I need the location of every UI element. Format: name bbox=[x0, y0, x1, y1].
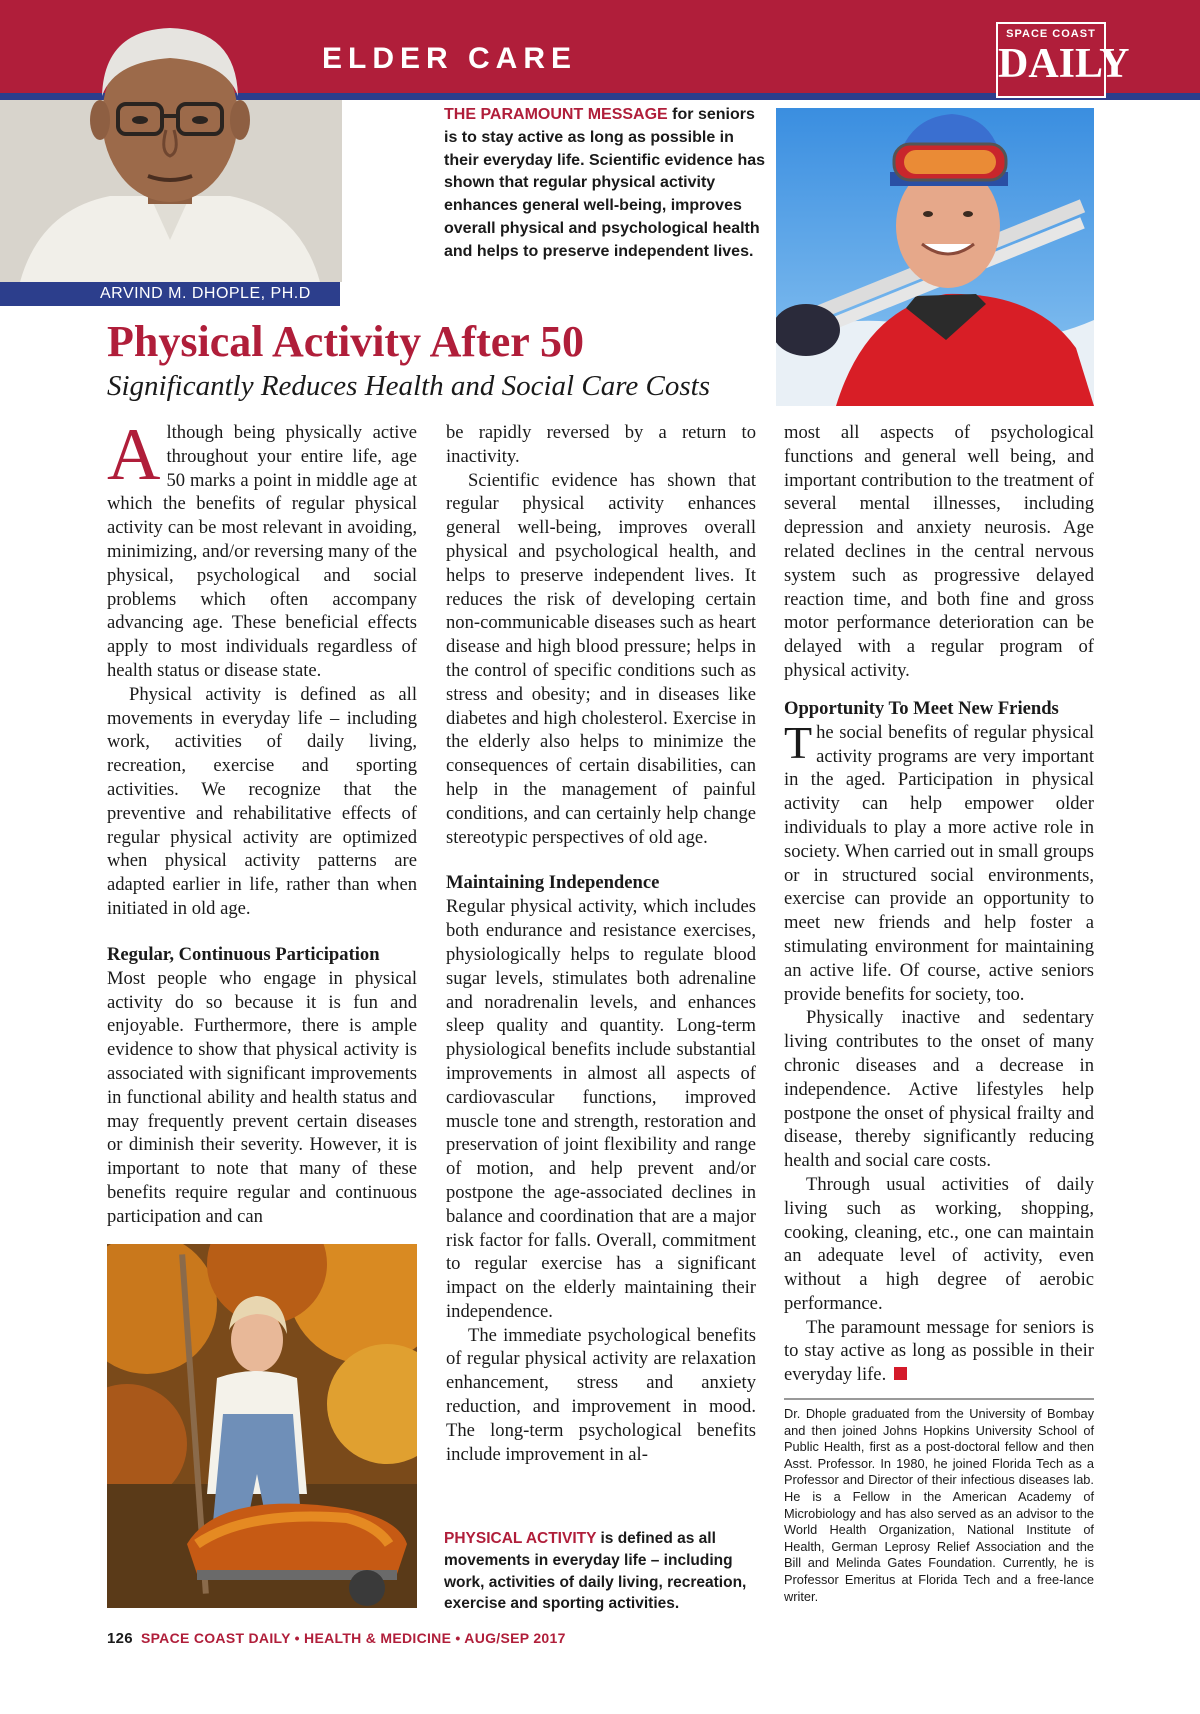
author-name: ARVIND M. DHOPLE, PH.D bbox=[100, 285, 311, 302]
bio-divider bbox=[784, 1398, 1094, 1400]
subheading-new-friends: Opportunity To Meet New Friends bbox=[784, 697, 1059, 719]
col3-paragraph-4: Through usual activities of daily living such as working, shopping, cooking, cleaning, etc., one can maintain an adequate level of activity, even without a high degree of aerobic performance. bbox=[784, 1173, 1094, 1314]
article-headline: Physical Activity After 50 bbox=[107, 317, 584, 366]
col3-paragraph-1: most all aspects of psychological functions and general well being, and important contribution to the treatment of several mental illnesses, including depression and anxiety neurosis. Age related declines in the central nervous system such as progressive delayed reaction time, and both fine and gross motor performance deterioration can be delayed with a regular program of physical activity. bbox=[784, 422, 1094, 681]
page-number: 126 bbox=[107, 1630, 133, 1647]
pull-quote-bottom bbox=[444, 1528, 766, 1615]
author-name-bar bbox=[0, 282, 340, 306]
pull-quote-top bbox=[444, 104, 766, 264]
logo-main-text: DAILY bbox=[998, 41, 1130, 87]
section-title: ELDER CARE bbox=[322, 42, 578, 75]
pull-quote-bottom-lead: PHYSICAL ACTIVITY bbox=[444, 1530, 597, 1547]
col3-paragraph-5 bbox=[784, 1316, 1094, 1387]
end-of-article-mark bbox=[894, 1367, 907, 1380]
drop-cap-t: T bbox=[784, 716, 813, 768]
col3-paragraph-5-text: The paramount message for seniors is to stay active as long as possible in their everyday life. bbox=[784, 1316, 1094, 1386]
drop-cap-a: A bbox=[107, 414, 161, 496]
pull-quote-top-text: for seniors is to stay active as long as possible in their everyday life. Scientific evidence has shown that regular physical activity enhances general well-being, improves overall physical and psychological health and helps to preserve independent lives. bbox=[444, 106, 766, 260]
page-footer bbox=[107, 1630, 566, 1647]
woman-raking-leaves-photo bbox=[107, 1244, 417, 1608]
article-column-1 bbox=[107, 414, 417, 1229]
col2-paragraph-1: be rapidly reversed by a return to inactivity. bbox=[446, 422, 756, 467]
col3-paragraph-2-text: he social benefits of regular physical activity programs are very important in the aged. Participation in physical activity can help empower older individuals to play a more active role in society. When carried out in small groups or in structured social environments, exercise can provide an opportunity to meet new friends and help foster a stimulating environment for maintaining an active life. Of course, active seniors provide benefits for society, too. bbox=[784, 721, 1094, 1005]
col2-paragraph-3: Regular physical activity, which includes both endurance and resistance exercises, physiologically helps to regulate blood sugar levels, stimulates both adrenaline and noradrenalin levels, and enhances sleep quality and quantity. Long-term physiological benefits include substantial improvements in almost all aspects of cardiovascular functions, improved muscle tone and strength, restoration and preservation of joint flexibility and range of motion, and help prevent and/or postpone the age-associated declines in balance and coordination that are a major risk factor for falls. Overall, commitment to regular exercise has a significant impact on the elderly maintaining their independence. bbox=[446, 896, 756, 1322]
col3-paragraph-2 bbox=[784, 716, 1094, 1007]
logo-top-text: SPACE COAST bbox=[1006, 28, 1096, 40]
col1-paragraph-1 bbox=[107, 414, 417, 683]
col2-paragraph-2: Scientific evidence has shown that regular physical activity enhances general well-being, improves overall physical and psychological health, and helps to preserve independent lives. It reduces the risk of developing certain non-communicable diseases such as heart disease and high blood pressure; helps in the control of specific conditions such as stress and obesity; and in diseases like diabetes and high cholesterol. Exercise in the elderly also helps to minimize the consequences of certain disabilities, can help in the management of painful conditions, and can certainly help change stereotypic perspectives of old age. bbox=[446, 469, 756, 848]
col3-paragraph-3: Physically inactive and sedentary living contributes to the onset of many chronic diseases and a decrease in independence. Active lifestyles help postpone the onset of physical frailty and disease, thereby significantly reducing health and social care costs. bbox=[784, 1007, 1094, 1172]
col2-paragraph-4: The immediate psychological benefits of regular physical activity are relaxation enhancement, stress and anxiety reduction, and improvement in mood. The long-term psychological benefits include improvement in al- bbox=[446, 1324, 756, 1465]
skier-photo bbox=[776, 108, 1094, 406]
author-photo bbox=[0, 0, 342, 282]
footer-publication: SPACE COAST DAILY • HEALTH & MEDICINE • AUG/SEP 2017 bbox=[140, 1630, 566, 1646]
article-column-3 bbox=[784, 421, 1094, 1387]
pull-quote-bottom-text: is defined as all movements in everyday life – including work, activities of daily living, recreation, exercise and sporting activities. bbox=[444, 1530, 747, 1613]
subheading-regular-participation: Regular, Continuous Participation bbox=[107, 943, 380, 965]
col1-paragraph-1-text: lthough being physically active throughout your entire life, age 50 marks a point in middle age at which the benefits of regular physical activity can be most relevant in avoiding, minimizing, and/or reversing many of the physical, psychological and social problems which often accompany advancing age. These beneficial effects apply to most individuals regardless of health status or disease state. bbox=[107, 422, 417, 681]
article-subheadline: Significantly Reduces Health and Social Care Costs bbox=[107, 370, 711, 402]
pull-quote-top-lead: THE PARAMOUNT MESSAGE bbox=[444, 106, 668, 123]
article-column-2 bbox=[446, 421, 756, 1466]
col1-paragraph-3: Most people who engage in physical activity do so because it is fun and enjoyable. Furthermore, there is ample evidence to show that physical activity is associated with significant improvements in functional ability and health status and may frequently prevent certain diseases or diminish their severity. However, it is important to note that many of these benefits require regular and continuous participation and can bbox=[107, 967, 417, 1227]
author-bio: Dr. Dhople graduated from the University of Bombay and then joined Johns Hopkins University School of Public Health, first as a post-doctoral fellow and then Asst. Professor. In 1980, he joined Florida Tech as a Professor and Director of their infectious diseases lab. He is a Fellow in the American Academy of Microbiology and has also served as an advisor to the World Health Organization, National Institute of Health, German Leprosy Relief Association and the Bill and Melinda Gates Foundation. Currently, he is Professor Emeritus at Florida Tech and a free-lance writer. bbox=[784, 1406, 1094, 1604]
col1-paragraph-2: Physical activity is defined as all movements in everyday life – including work, activities of daily living, recreation, exercise and sporting activities. We recognize that the preventive and rehabilitative effects of regular physical activity are optimized when physical activity patterns are adapted earlier in life, rather than when initiated in old age. bbox=[107, 683, 417, 919]
subheading-maintaining-independence: Maintaining Independence bbox=[446, 872, 660, 894]
publication-logo[interactable] bbox=[996, 22, 1130, 98]
